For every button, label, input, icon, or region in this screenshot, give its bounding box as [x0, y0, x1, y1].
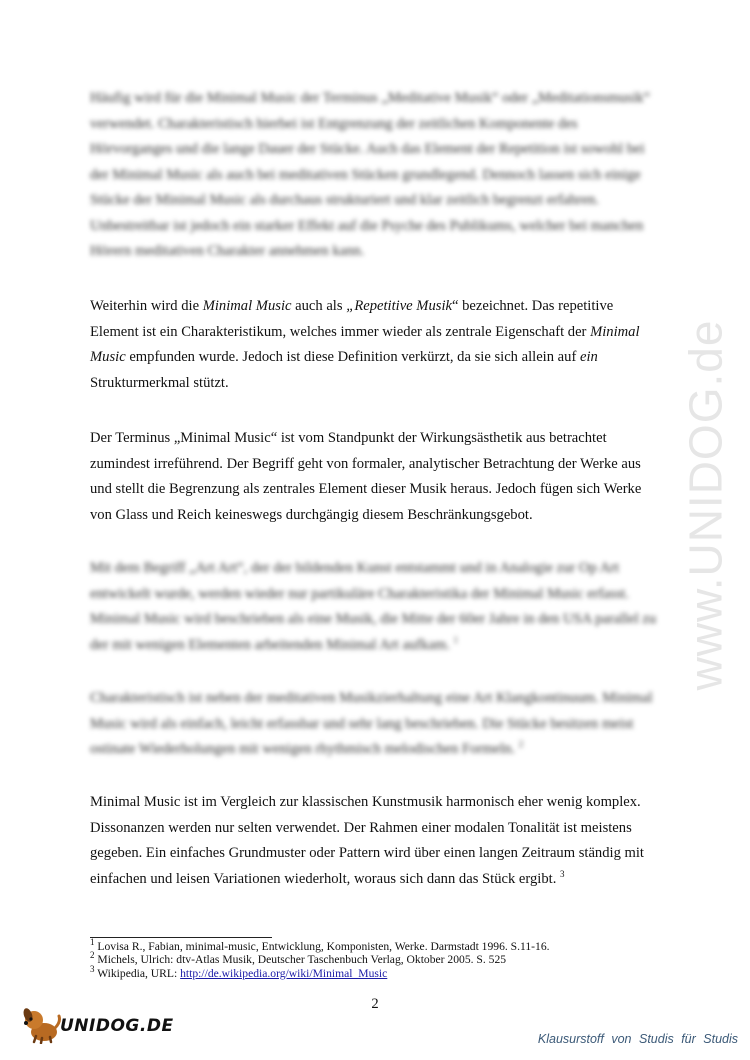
- footnote-number: 2: [90, 950, 95, 961]
- footnotes: [90, 937, 650, 980]
- footnote-1: [90, 937, 650, 953]
- paragraph-6: [90, 790, 662, 892]
- text-run: “ bezeichnet. Das repetitive Element ist ein Charakteristikum, welches immer wieder als zentrale Eigenschaft der: [90, 298, 614, 340]
- text-run: Strukturmerkmal stützt.: [90, 374, 229, 391]
- watermark-text: www.UNIDOG.de: [679, 319, 732, 691]
- paragraph-1-blurred: Häufig wird für die Minimal Music der Terminus „Meditative Musik“ oder „Meditationsmusik“ verwendet. Charakteristisch hierbei ist Entgrenzung der zeitlichen Komponente des Hörvorganges und die lange Dauer der Stücke. Auch das Element der Repetition ist sowohl bei der Minimal Music als auch bei meditativen Stücken grundlegend. Dennoch lassen sich einige Stücke der Minimal Music als durchaus strukturiert und klar zeitlich begrenzt erfahren. Unbestreitbar ist jedoch ein starker Effekt auf die Psyche des Publikums, welcher bei manchen Hörern meditativen Charakter annehmen kann.: [90, 90, 651, 259]
- footnote-2: [90, 950, 650, 967]
- paragraph-4-blurred: [90, 556, 662, 658]
- text-run: Minimal Music ist im Vergleich zur klassischen Kunstmusik harmonisch eher wenig komplex. Dissonanzen werden nur selten verwendet. Der Rahmen einer modalen Tonalität ist meistens gegeben. Ein einfaches Grundmuster oder Pattern wird über einen langen Zeitraum ständig mit einfachen und leisen Variationen wiederholt, woraus sich dann das Stück ergibt.: [90, 794, 644, 887]
- footnote-number: 1: [90, 937, 95, 948]
- italic-run: Minimal Music: [202, 298, 292, 314]
- footnote-text: Wikipedia, URL:: [94, 966, 181, 980]
- footnote-text: Lovisa R., Fabian, minimal-music, Entwicklung, Komponisten, Werke. Darmstadt 1996. S.11-16.: [94, 940, 550, 953]
- wikipedia-link[interactable]: http://de.wikipedia.org/wiki/Minimal_Music: [180, 966, 388, 980]
- footnote-3: [90, 963, 650, 980]
- footnote-number: 3: [90, 963, 95, 974]
- italic-run: ein: [579, 349, 598, 365]
- text-run: Mit dem Begriff „Art Art“, der der bildenden Kunst entstammt und in Analogie zur Op Art entwickelt wurde, werden wieder nur partikuläre Charakteristika der Minimal Music erfasst. Minimal Music wird beschrieben als eine Musik, die Mitte der 60er Jahre in den USA parallel zu der mit wenigen Elementen arbeitenden Minimal Art aufkam.: [90, 560, 657, 653]
- dog-icon: [22, 1006, 62, 1044]
- footnote-divider: [90, 937, 272, 938]
- unidog-logo: [22, 1006, 174, 1044]
- footnote-ref: 1: [453, 634, 459, 645]
- footnote-ref: 3: [560, 868, 565, 879]
- italic-run: „Repetitive Musik: [346, 298, 452, 314]
- paragraph-5-blurred: [90, 686, 662, 763]
- italic-run: Minimal Music: [90, 323, 640, 365]
- logo-text: UNIDOG.DE: [60, 1016, 174, 1036]
- text-run: auch als: [291, 298, 347, 314]
- text-run: Charakteristisch ist neben der meditativen Musikzierhaltung eine Art Klangkontinuum. Minimal Music wird als einfach, leicht erfassbar und sehr lang beschrieben. Die Stücke besitzen meist ostinate Wiederholungen mit wenigen rhythmisch melodischen Formeln.: [90, 690, 653, 757]
- text-run: Weiterhin wird die: [90, 298, 203, 314]
- paragraph-2: [90, 294, 662, 396]
- footnote-text: Michels, Ulrich: dtv-Atlas Musik, Deutscher Taschenbuch Verlag, Oktober 2005. S. 525: [94, 953, 507, 967]
- page-number: 2: [371, 996, 379, 1012]
- text-run: empfunden wurde. Jedoch ist diese Definition verkürzt, da sie sich allein auf: [125, 349, 580, 365]
- paragraph-3: Der Terminus „Minimal Music“ ist vom Standpunkt der Wirkungsästhetik aus betrachtet zumindest irreführend. Der Begriff geht von formaler, analytischer Betrachtung der Werke aus und stellt die Begrenzung als zentrales Element dieser Musik heraus. Jedoch fügen sich Werke von Glass und Reich keineswegs durchgängig diesem Beschränkungsgebot.: [90, 430, 642, 523]
- watermark: [680, 270, 730, 740]
- footnote-ref: 2: [518, 739, 524, 750]
- footer-tagline: Klausurstoff von Studis für Studis: [537, 1032, 738, 1046]
